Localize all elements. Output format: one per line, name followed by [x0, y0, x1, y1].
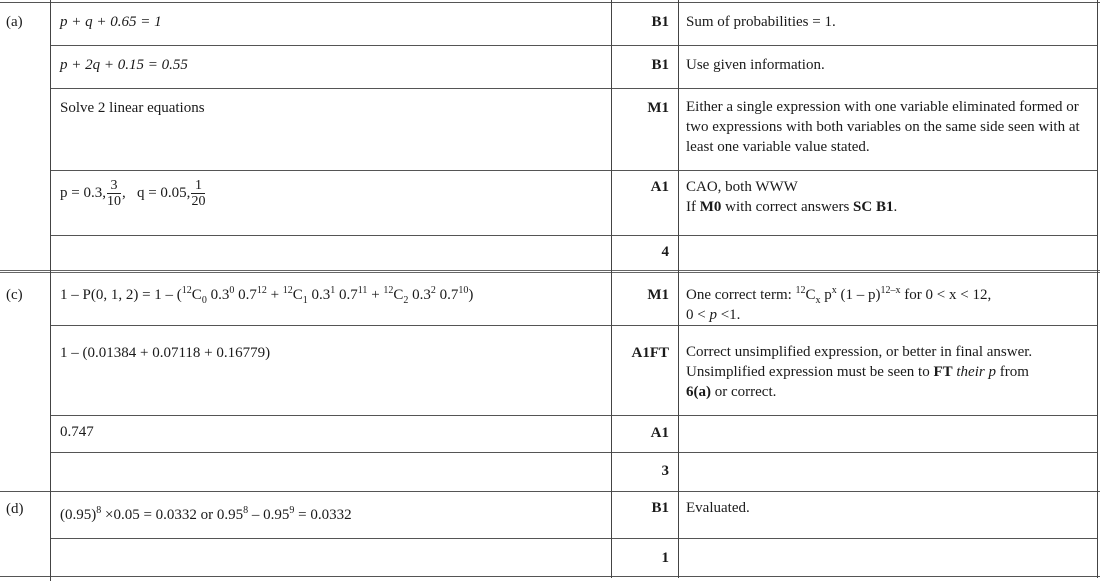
- row-divider: [50, 538, 1098, 539]
- mark-cell: B1: [651, 57, 669, 73]
- superscript: 12: [795, 285, 806, 296]
- fraction: [191, 178, 205, 209]
- row-divider: [50, 452, 1098, 453]
- text: <1.: [716, 307, 741, 323]
- superscript: 10: [458, 285, 469, 296]
- total-marks: 3: [661, 463, 669, 479]
- mark-code: FT: [933, 364, 953, 380]
- superscript: 0: [229, 285, 235, 296]
- guidance-line: [686, 382, 1096, 402]
- guidance-cell: [686, 285, 1096, 325]
- guidance-line: [686, 305, 1096, 325]
- guidance-cell: Evaluated.: [686, 500, 750, 516]
- mark-cell: B1: [651, 14, 669, 30]
- row-divider: [50, 415, 1098, 416]
- guidance-line: [686, 362, 1096, 382]
- question-label-a: (a): [6, 14, 23, 30]
- text: (1 – p): [836, 287, 881, 303]
- text: 0.7: [435, 287, 459, 303]
- text: or correct.: [711, 384, 777, 400]
- text: (0.95): [60, 507, 97, 523]
- question-label-d: (d): [6, 501, 24, 517]
- superscript: 9: [289, 505, 295, 516]
- total-marks: 4: [661, 244, 669, 260]
- row-divider: [50, 88, 1098, 89]
- numerator: 1: [191, 178, 205, 194]
- table-top-border: [0, 2, 1100, 3]
- text: C: [292, 287, 303, 303]
- text: p: [820, 287, 832, 303]
- subscript: 1: [302, 295, 308, 306]
- reference: 6(a): [686, 384, 711, 400]
- mark-code: SC B1: [853, 199, 894, 215]
- answer-cell: Solve 2 linear equations: [60, 100, 205, 116]
- guidance-cell: Either a single expression with one variable eliminated formed or two expressions with both variables on the same side seen with at least one variable value stated.: [686, 99, 1080, 155]
- superscript: x: [831, 285, 837, 296]
- superscript: 8: [243, 505, 249, 516]
- mark-cell: A1FT: [631, 345, 669, 361]
- text: C: [393, 287, 404, 303]
- text: C: [191, 287, 202, 303]
- text: 1 – P(0, 1, 2) = 1 – (: [60, 287, 182, 303]
- answer-cell: [60, 505, 352, 525]
- total-marks: 1: [661, 550, 669, 566]
- text: with correct answers: [721, 199, 854, 215]
- guidance-cell: Use given information.: [686, 57, 825, 73]
- text: C: [805, 287, 816, 303]
- text: .: [893, 199, 898, 215]
- variable: p: [709, 307, 717, 323]
- answer-cell: [60, 55, 188, 75]
- superscript: 2: [430, 285, 436, 296]
- answer-cell: 1 – (0.01384 + 0.07118 + 0.16779): [60, 345, 271, 361]
- guidance-line: [686, 197, 1096, 217]
- guidance-line: CAO, both WWW: [686, 179, 798, 195]
- guidance-line: Correct unsimplified expression, or better in final answer.: [686, 344, 1033, 360]
- question-label-c: (c): [6, 287, 23, 303]
- text: 0.3: [408, 287, 431, 303]
- table-bottom-border: [0, 576, 1100, 577]
- mark-cell: B1: [651, 500, 669, 516]
- text: +: [367, 287, 384, 303]
- guidance-line: [686, 285, 1096, 305]
- text: ): [468, 287, 474, 303]
- text: If: [686, 199, 700, 215]
- mark-cell: A1: [650, 425, 669, 441]
- text: = 0.0332: [294, 507, 352, 523]
- fraction: [107, 178, 121, 209]
- text: 0.3: [206, 287, 230, 303]
- answer-cell: p = 0.3, $\frac{3}{10}$ , q = 0.05, $\frac{1}{20}$: [60, 178, 206, 209]
- part-divider: [0, 491, 1100, 492]
- mark-cell: M1: [647, 100, 669, 116]
- text: for 0 < x < 12,: [900, 287, 992, 303]
- text: One correct term:: [686, 287, 796, 303]
- text: – 0.95: [248, 507, 290, 523]
- text: Unsimplified expression must be seen to: [686, 364, 934, 380]
- denominator: 20: [191, 194, 206, 209]
- text: from: [995, 364, 1029, 380]
- superscript: 12: [181, 285, 192, 296]
- row-divider: [50, 170, 1098, 171]
- p-value: p = 0.3,: [60, 184, 106, 201]
- part-divider: [0, 270, 1100, 273]
- denominator: 10: [106, 194, 121, 209]
- emphasis: their p: [952, 364, 996, 380]
- guidance-cell: Sum of probabilities = 1.: [686, 14, 836, 30]
- row-divider: [50, 325, 1098, 326]
- subscript: 0: [201, 295, 207, 306]
- superscript: 11: [357, 285, 368, 296]
- answer-cell: [60, 12, 162, 32]
- guidance-cell: [686, 342, 1096, 402]
- column-divider: [678, 0, 679, 578]
- row-divider: [50, 45, 1098, 46]
- answer-cell: [60, 285, 473, 305]
- numerator: 3: [107, 178, 121, 194]
- table-right-border: [1097, 0, 1098, 578]
- superscript: 12–x: [880, 285, 901, 296]
- superscript: 12: [383, 285, 394, 296]
- subscript: x: [815, 295, 821, 306]
- text: 0.7: [234, 287, 257, 303]
- q-value: q = 0.05,: [136, 184, 191, 201]
- text: +: [266, 287, 283, 303]
- mark-cell: A1: [650, 179, 669, 195]
- row-divider: [50, 235, 1098, 236]
- mark-cell: M1: [647, 287, 669, 303]
- superscript: 8: [96, 505, 102, 516]
- guidance-cell: [686, 177, 1096, 217]
- superscript: 12: [256, 285, 267, 296]
- superscript: 1: [330, 285, 336, 296]
- text: 0 <: [686, 307, 710, 323]
- answer-text: p + q + 0.65 = 1: [60, 14, 162, 30]
- mark-code: M0: [699, 199, 722, 215]
- answer-cell: 0.747: [60, 424, 94, 440]
- column-divider: [50, 0, 51, 581]
- text: 0.3: [307, 287, 331, 303]
- superscript: 12: [282, 285, 293, 296]
- text: 0.7: [335, 287, 358, 303]
- text: ×0.05 = 0.0332 or 0.95: [101, 507, 244, 523]
- answer-text: p + 2q + 0.15 = 0.55: [60, 57, 188, 73]
- subscript: 2: [403, 295, 409, 306]
